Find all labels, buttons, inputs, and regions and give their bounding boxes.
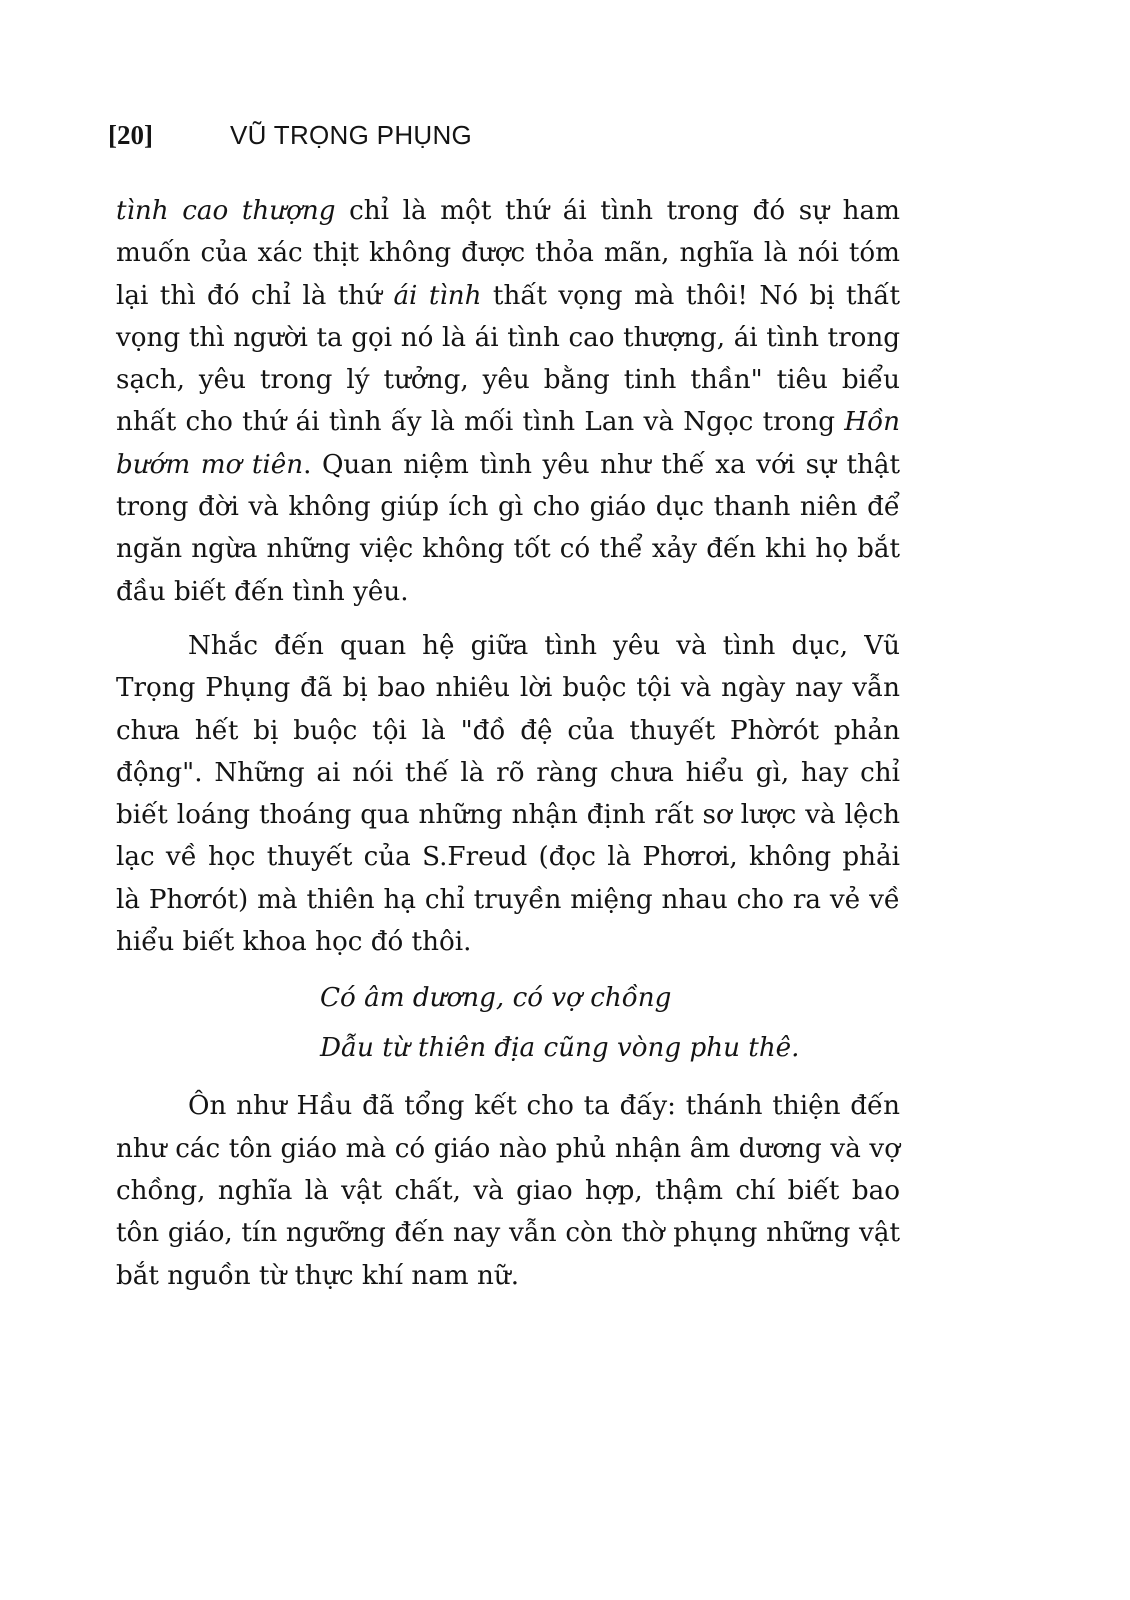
verse-quote xyxy=(320,973,900,1073)
paragraph-continued xyxy=(116,190,900,613)
paragraph-text: . Quan niệm tình yêu như thế xa với sự thật trong đời và không giúp ích gì cho giáo dục thanh niên để ngăn ngừa những việc không tốt có thể xảy đến khi họ bắt đầu biết đến tình yêu. xyxy=(116,449,900,607)
paragraph-text: thất vọng mà thôi! Nó bị thất vọng thì người ta gọi nó là ái tình cao thượng, ái tình trong sạch, yêu trong lý tưởng, yêu bằng tinh thần" tiêu biểu nhất cho thứ ái tình ấy là mối tình Lan và Ngọc trong xyxy=(116,280,900,438)
paragraph: Ôn như Hầu đã tổng kết cho ta đấy: thánh thiện đến như các tôn giáo mà có giáo nào phủ nhận âm dương và vợ chồng, nghĩa là vật chất, và giao hợp, thậm chí biết bao tôn giáo, tín ngưỡng đến nay vẫn còn thờ phụng những vật bắt nguồn từ thực khí nam nữ. xyxy=(116,1091,900,1291)
body-text xyxy=(116,190,900,1297)
book-title: VŨ TRỌNG PHỤNG xyxy=(230,120,473,150)
verse-line: Có âm dương, có vợ chồng xyxy=(320,983,672,1014)
paragraph-text: chỉ là một thứ ái tình trong đó sự ham muốn của xác thịt không được thỏa mãn, nghĩa là nói tóm lại thì đó chỉ là thứ xyxy=(116,196,900,311)
paragraph: Nhắc đến quan hệ giữa tình yêu và tình dục, Vũ Trọng Phụng đã bị bao nhiêu lời buộc tội và ngày nay vẫn chưa hết bị buộc tội là "đồ đệ của thuyết Phờrót phản động". Những ai nói thế là rõ ràng chưa hiểu gì, hay chỉ biết loáng thoáng qua những nhận định rất sơ lược và lệch lạc về học thuyết của S.Freud (đọc là Phơrơi, không phải là Phơrót) mà thiên hạ chỉ truyền miệng nhau cho ra vẻ về hiểu biết khoa học đó thôi. xyxy=(116,630,900,958)
italic-phrase: tình cao thượng xyxy=(116,196,336,226)
italic-phrase: ái tình xyxy=(393,280,482,311)
running-header xyxy=(108,120,472,160)
verse-line: Dẫu từ thiên địa cũng vòng phu thê. xyxy=(320,1033,800,1064)
page-number: [20] xyxy=(108,120,153,150)
italic-book-title: Hồn bướm mơ tiên xyxy=(116,407,900,480)
